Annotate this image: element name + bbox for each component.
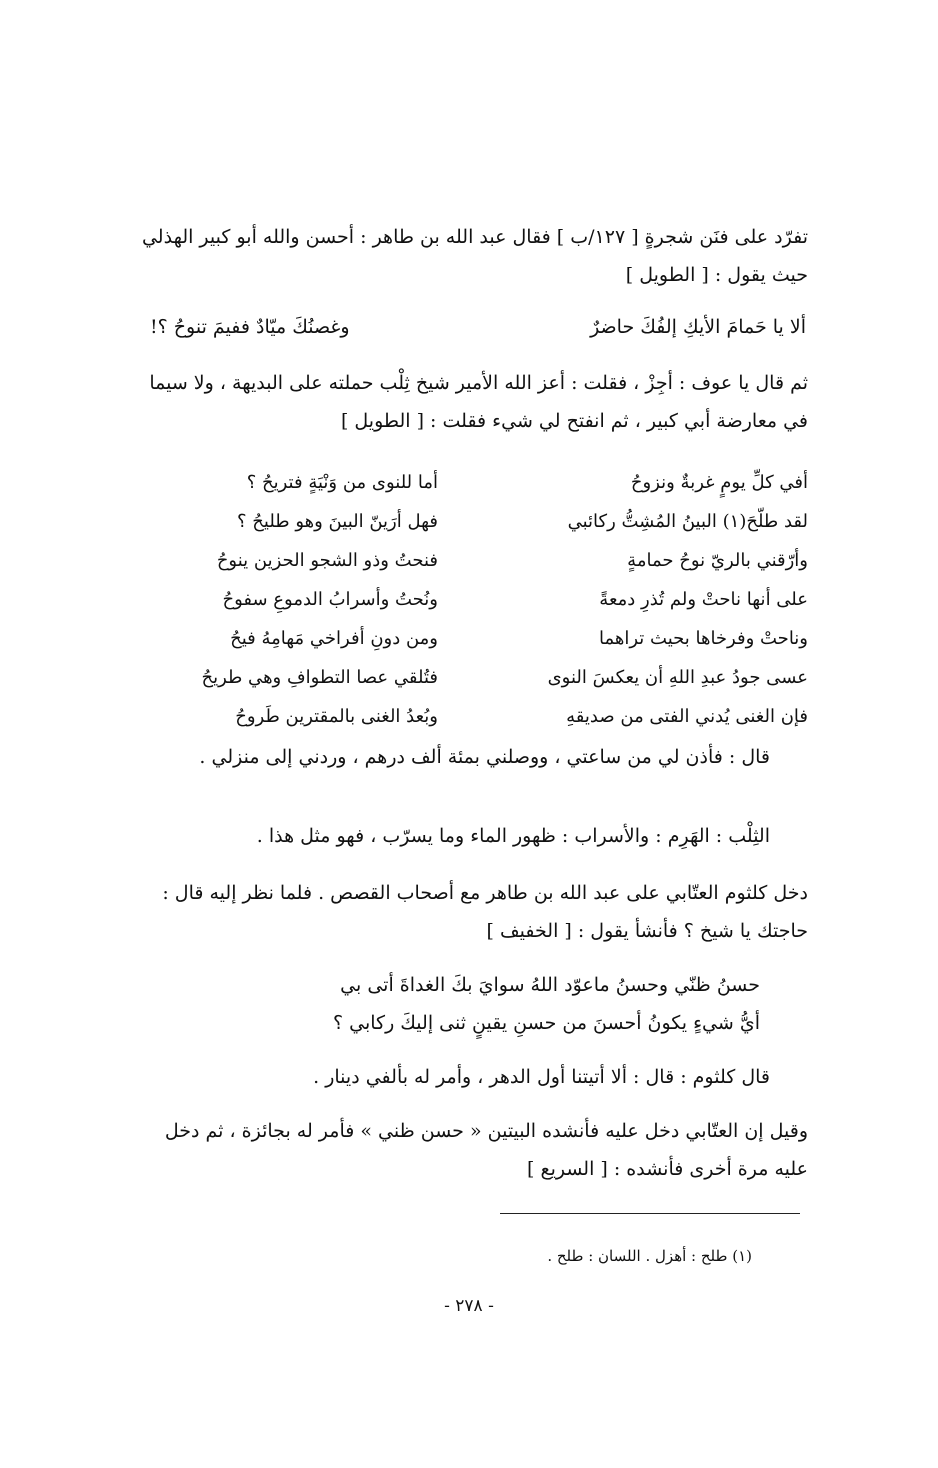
paragraph-second-visit-line-2: عليه مرة أخرى فأنشده : [ السريع ] [527, 1158, 808, 1180]
page-number: - ٢٧٨ - [444, 1296, 494, 1316]
verse-abu-kabir-second-hemistich: وغصنُكَ ميّادٌ ففيمَ تنوحُ ؟! [150, 316, 350, 338]
poem-first-hemistich: لقد طلّحَ(١) البينُ المُشِتُّ ركائبي [567, 511, 808, 532]
poem-second-hemistich: فنحتُ وذو الشجو الحزين ينوحُ [216, 550, 438, 571]
paragraph-second-visit-line-1: وقيل إن العتّابي دخل عليه فأنشده البيتين « حسن ظني » فأمر له بجائزة ، ثم دخل [164, 1120, 808, 1142]
poem-verse [108, 502, 808, 541]
footnote: (١) طلح : أهزل . اللسان : طلح . [547, 1247, 752, 1265]
poem-verse [108, 697, 808, 736]
paragraph-awf-reply [112, 364, 808, 440]
poem-first-hemistich: فإن الغنى يُدني الفتى من صديقهِ [566, 706, 808, 727]
poem-verse [108, 541, 808, 580]
poem-verse [108, 658, 808, 697]
poem-second-hemistich: فهل أرَينّ البينَ وهو طليحُ ؟ [237, 511, 438, 532]
paragraph-kulthum: قال كلثوم : قال : ألا أتيتنا أول الدهر ، وأمر له بألفي دينار . [313, 1066, 770, 1088]
paragraph-intro [112, 218, 808, 294]
paragraph-awf-reply-line-1: ثم قال يا عوف : أجِزْ ، فقلت : أعز الله الأمير شيخ ثِلْب حملته على البديهة ، ولا سيما [149, 372, 808, 394]
verse-attabi-line-1: حسنُ ظنّي وحسنُ ماعوّد اللهُ سوايَ بكَ الغداةَ أتى بي [340, 974, 760, 996]
poem-awf [108, 463, 808, 736]
verse-attabi [200, 966, 760, 1042]
verse-abu-kabir [150, 308, 806, 346]
footnote-divider [500, 1213, 800, 1214]
poem-verse [108, 580, 808, 619]
paragraph-reward: قال : فأذن لي من ساعتي ، ووصلني بمئة ألف درهم ، وردني إلى منزلي . [199, 746, 770, 768]
paragraph-attabi [112, 874, 808, 950]
poem-first-hemistich: عسى جودُ عبدِ اللهِ أن يعكسَ النوى [547, 667, 808, 688]
poem-second-hemistich: ونُحتُ وأسرابُ الدموعِ سفوحُ [222, 589, 438, 610]
paragraph-glossary: الثِلْب : الهَرِم : والأسراب : ظهور الماء وما يسرّب ، فهو مثل هذا . [256, 825, 770, 847]
poem-first-hemistich: أفي كلِّ يومٍ غربةٌ ونزوحُ [630, 472, 808, 493]
poem-second-hemistich: وبُعدُ الغنى بالمقترين طَروحُ [235, 706, 438, 727]
poem-verse [108, 463, 808, 502]
paragraph-second-visit [112, 1112, 808, 1188]
poem-verse [108, 619, 808, 658]
verse-abu-kabir-first-hemistich: ألا يا حَمامَ الأيكِ إلفُكَ حاضرٌ [590, 316, 806, 338]
poem-second-hemistich: أما للنوى من وَنْيَةٍ فتريحُ ؟ [246, 472, 438, 493]
poem-second-hemistich: ومن دونِ أفراخي مَهامِهُ فيحُ [230, 628, 438, 649]
paragraph-attabi-line-1: دخل كلثوم العتّابي على عبد الله بن طاهر مع أصحاب القصص . فلما نظر إليه قال : [162, 882, 808, 904]
verse-attabi-line-2: أيُّ شيءٍ يكونُ أحسنَ من حسنِ يقينٍ ثنى إليكَ ركابي ؟ [332, 1012, 760, 1034]
paragraph-attabi-line-2: حاجتك يا شيخ ؟ فأنشأ يقول : [ الخفيف ] [486, 920, 808, 942]
poem-second-hemistich: فتُلقي عصا التطوافِ وهي طريحُ [201, 667, 438, 688]
paragraph-intro-line-1: تفرّد على فنَن شجرةٍ [ ١٢٧/ب ] فقال عبد الله بن طاهر : أحسن والله أبو كبير الهذلي [141, 226, 808, 248]
paragraph-intro-line-2: حيث يقول : [ الطويل ] [625, 264, 808, 286]
poem-first-hemistich: وناحتْ وفرخاها بحيث تراهما [598, 628, 808, 649]
poem-first-hemistich: وأرّقني بالريّ نوحُ حمامةٍ [627, 550, 808, 571]
poem-first-hemistich: على أنها ناحتْ ولم تُذرِ دمعةً [599, 589, 808, 610]
paragraph-awf-reply-line-2: في معارضة أبي كبير ، ثم انفتح لي شيء فقلت : [ الطويل ] [340, 410, 808, 432]
